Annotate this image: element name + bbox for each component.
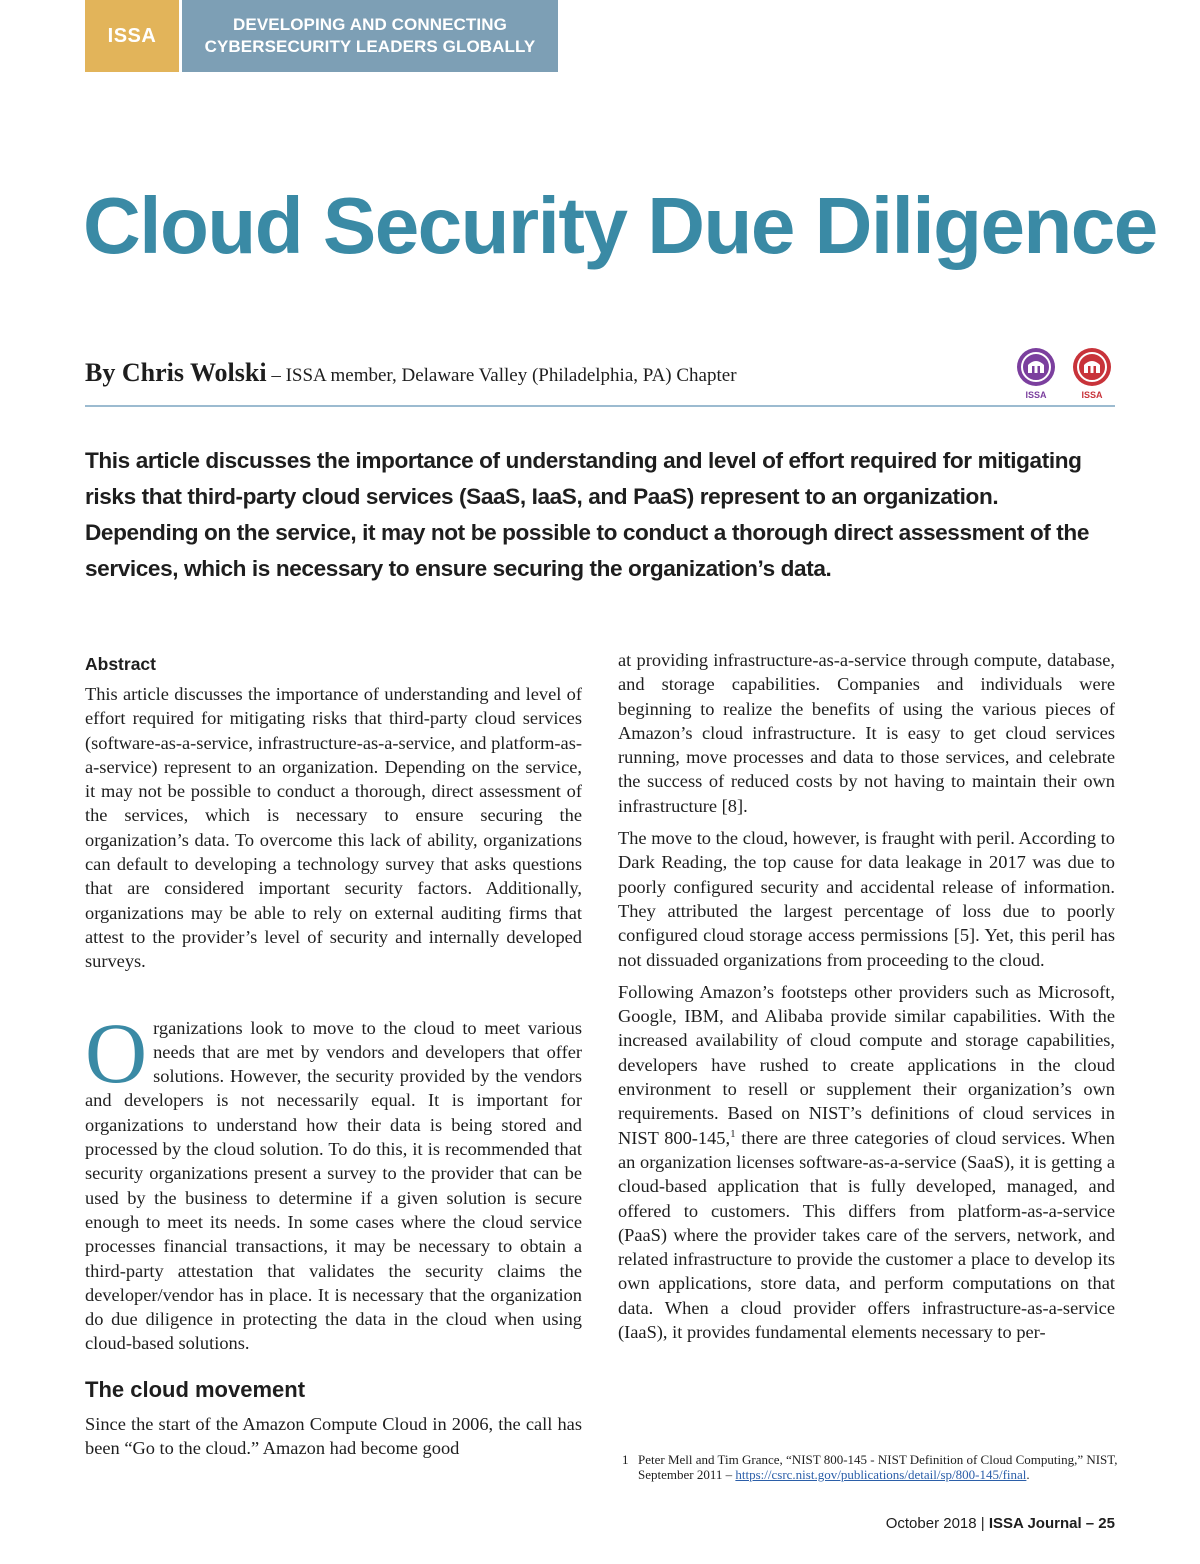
footnote-trail: .	[1026, 1467, 1030, 1482]
tagline-banner	[182, 0, 558, 72]
article-dek: This article discusses the importance of understanding and level of effort required for mitigating risks that third-party cloud services (SaaS, IaaS, and PaaS) represent to an organization. Depending on the service, it may not be possible to conduct a thorough direct assessment of the services, which is necessary to ensure securing the organization’s data.	[85, 448, 1089, 581]
footnote-number: 1	[622, 1452, 629, 1467]
page-folio	[886, 1515, 1115, 1532]
section-paragraph-3-b: there are three categories of cloud services. When an organization licenses software-as-a-service (SaaS), it is getting a cloud-based application that is fully developed, managed, and offered to customers. This differs from platform-as-a-service (PaaS) where the provider takes care of the servers, network, and related infrastructure to provide the customer a place to develop its own applications, store data, and perform computations on that data. When a cloud provider offers infrastructure-as-a-service (IaaS), it provides fundamental elements necessary to per-	[618, 1127, 1115, 1343]
author-affiliation: – ISSA member, Delaware Valley (Philadelphia, PA) Chapter	[266, 365, 737, 386]
section-paragraph-3	[618, 980, 1115, 1344]
abstract-paragraph: This article discusses the importance of understanding and level of effort required for mitigating risks that third-party cloud services (software-as-a-service, infrastructure-as-a-service, and platform-as-a-service) represent to an organization. Depending on the service, it may not be possible to conduct a thorough, direct assessment of the services, which is necessary to ensure securing the organization’s data. To overcome this lack of ability, organizations can default to developing a technology survey that asks questions that are considered important security factors. Additionally, organizations may be able to rely on external auditing firms that attest to the provider’s level of security and internally developed surveys.	[85, 684, 582, 972]
svg-text:ISSA: ISSA	[1081, 390, 1103, 400]
level-badges	[1012, 343, 1116, 401]
left-column	[85, 646, 582, 1468]
section-paragraph-1-cont: at providing infrastructure-as-a-service through compute, database, and storage capabilities. Companies and individuals were beginning to realize the benefits of using the various pieces of Amazon’s cloud infrastructure. It is easy to get cloud services running, move processes and data to those services, and celebrate the success of reduced costs by not having to maintain their own infrastructure [8].	[618, 650, 1115, 816]
issa-tag	[85, 0, 179, 72]
right-column	[618, 648, 1115, 1352]
tagline-line2: CYBERSECURITY LEADERS GLOBALLY	[204, 37, 536, 56]
tagline-line1: DEVELOPING AND CONNECTING	[233, 15, 507, 34]
section-paragraph-2: The move to the cloud, however, is fraught with peril. According to Dark Reading, the top cause for data leakage in 2017 was due to poorly configured security and accidental release of information. They attributed the largest percentage of loss due to poorly configured cloud storage access permissions [5]. Yet, this peril has not dissuaded organizations from proceeding to the cloud.	[618, 828, 1115, 970]
intro-paragraph	[85, 1004, 582, 1356]
entry-level-badge-icon	[1012, 343, 1060, 401]
byline-divider	[85, 405, 1115, 407]
mid-career-badge-icon	[1068, 343, 1116, 401]
svg-text:ISSA: ISSA	[1025, 390, 1047, 400]
intro-text: rganizations look to move to the cloud to meet various needs that are met by vendors and developers that offer solutions. However, the security provided by the vendors and developers is not necessarily equal. It is important for organizations to understand how their data is being stored and processed by the cloud solution. To do this, it is recommended that security organizations present a survey to the provider that can be used by the business to determine if a given solution is secure enough to meet its needs. In some cases where the cloud service processes financial transactions, it may be necessary to obtain a third-party attestation that validates the security claims the developer/vendor has in place. It is necessary that the organization do due diligence in protecting the data in the cloud when using cloud-based solutions.	[85, 1017, 582, 1354]
issa-tag-label: ISSA	[107, 24, 157, 47]
section-paragraph-1-start: Since the start of the Amazon Compute Cloud in 2006, the call has been “Go to the cloud.” Amazon had become good	[85, 1413, 582, 1459]
section-paragraph-3-a: Following Amazon’s footsteps other providers such as Microsoft, Google, IBM, and Alibaba provide similar capabilities. With the increased availability of cloud compute and storage capabilities, developers have rushed to create applications in the cloud environment to resell or supplement their organization’s own requirements. Based on NIST’s definitions of cloud services in NIST 800-145,	[618, 981, 1115, 1148]
article-title: Cloud Security Due Diligence	[83, 181, 1157, 270]
footnote-link[interactable]: https://csrc.nist.gov/publications/detail/sp/800-145/final	[735, 1467, 1027, 1482]
abstract-heading: Abstract	[85, 654, 156, 674]
author-name: By Chris Wolski	[85, 358, 267, 387]
footnote-ref[interactable]: 1	[730, 1127, 736, 1140]
footnote-text: Peter Mell and Tim Grance, “NIST 800-145 - NIST Definition of Cloud Computing,” NIST, September 2011 –	[638, 1452, 1118, 1482]
folio-issue: October 2018 |	[885, 1515, 989, 1532]
byline	[85, 358, 737, 388]
drop-cap: O	[85, 1004, 148, 1101]
folio-journal: ISSA Journal – 25	[988, 1515, 1115, 1532]
footnote	[618, 1452, 1118, 1482]
section-heading: The cloud movement	[85, 1376, 306, 1402]
